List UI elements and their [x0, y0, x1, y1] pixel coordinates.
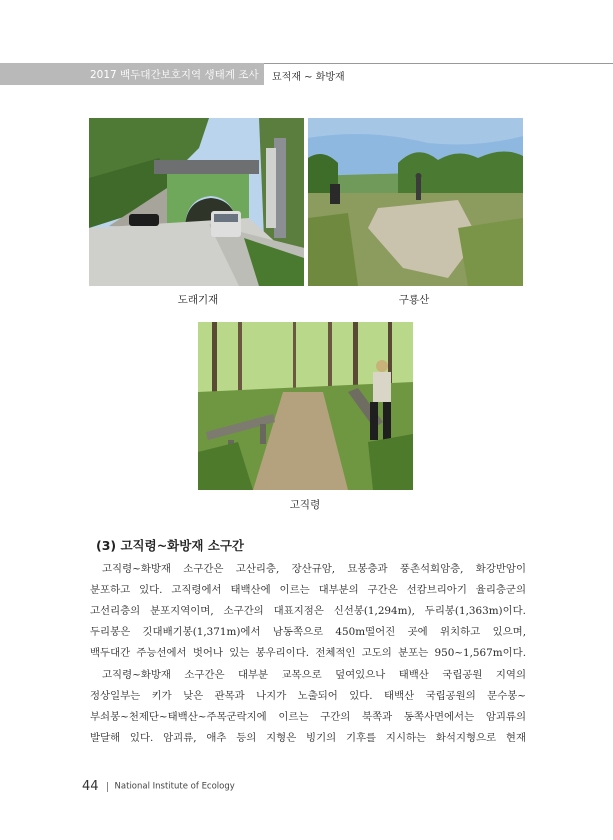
report-title: 2017 백두대간보호지역 생태계 조사	[90, 69, 259, 81]
paragraph-line: 백두대간 주능선에서 벗어나 있는 봉우리이다. 전체적인 고도의 분포는 950~1,567m이다.	[90, 647, 526, 659]
page-footer	[82, 776, 235, 794]
paragraph-line: 고직령~화방재 소구간은 대부분 교목으로 덮여있으나 태백산 국립공원 지역의	[102, 669, 526, 681]
header-title-bar	[0, 63, 264, 85]
section-range: 묘적재 ~ 화방재	[272, 72, 345, 83]
paragraph-line: 정상일부는 키가 낮은 관목과 나지가 노출되어 있다. 태백산 국립공원의 문수봉~	[90, 690, 526, 702]
photo-guryongsan	[308, 118, 523, 286]
paragraph-line: 부쇠봉~천제단~태백산~주목군락지에 이르는 구간의 북쪽과 동쪽사면에서는 암괴류의	[90, 711, 526, 723]
photo-doraegijae	[89, 118, 304, 286]
paragraph-line: 발달해 있다. 암괴류, 애추 등의 지형은 빙기의 기후를 지시하는 화석지형으로 현재	[90, 732, 526, 744]
paragraph-line: 고선리층의 분포지역이며, 소구간의 대표지점은 신선봉(1,294m), 두리봉(1,363m)이다.	[90, 605, 526, 617]
photo-caption: 구룡산	[398, 294, 430, 306]
photo-gojikryeong	[198, 322, 413, 490]
running-header	[0, 63, 613, 85]
paragraph-line: 고직령~화방재 소구간은 고산리층, 장산규암, 묘봉층과 풍촌석회암층, 화강반암이	[102, 563, 526, 575]
organization-name: National Institute of Ecology	[114, 781, 235, 792]
photo-caption: 고직령	[289, 499, 321, 511]
header-rule	[264, 63, 613, 64]
body-paragraph	[90, 559, 526, 664]
paragraph-line: 분포하고 있다. 고직령에서 태백산에 이르는 대부분의 구간은 선캄브리아기 율리층군의	[90, 584, 526, 596]
paragraph-line: 두리봉은 깃대배기봉(1,371m)에서 남동쪽으로 450m떨어진 곳에 위치하고 있으며,	[90, 626, 526, 638]
section-heading: (3) 고직령~화방재 소구간	[96, 538, 244, 553]
body-paragraph	[90, 665, 526, 749]
footer-divider	[107, 782, 108, 792]
photo-caption: 도래기재	[177, 294, 219, 306]
page-number: 44	[82, 779, 99, 794]
